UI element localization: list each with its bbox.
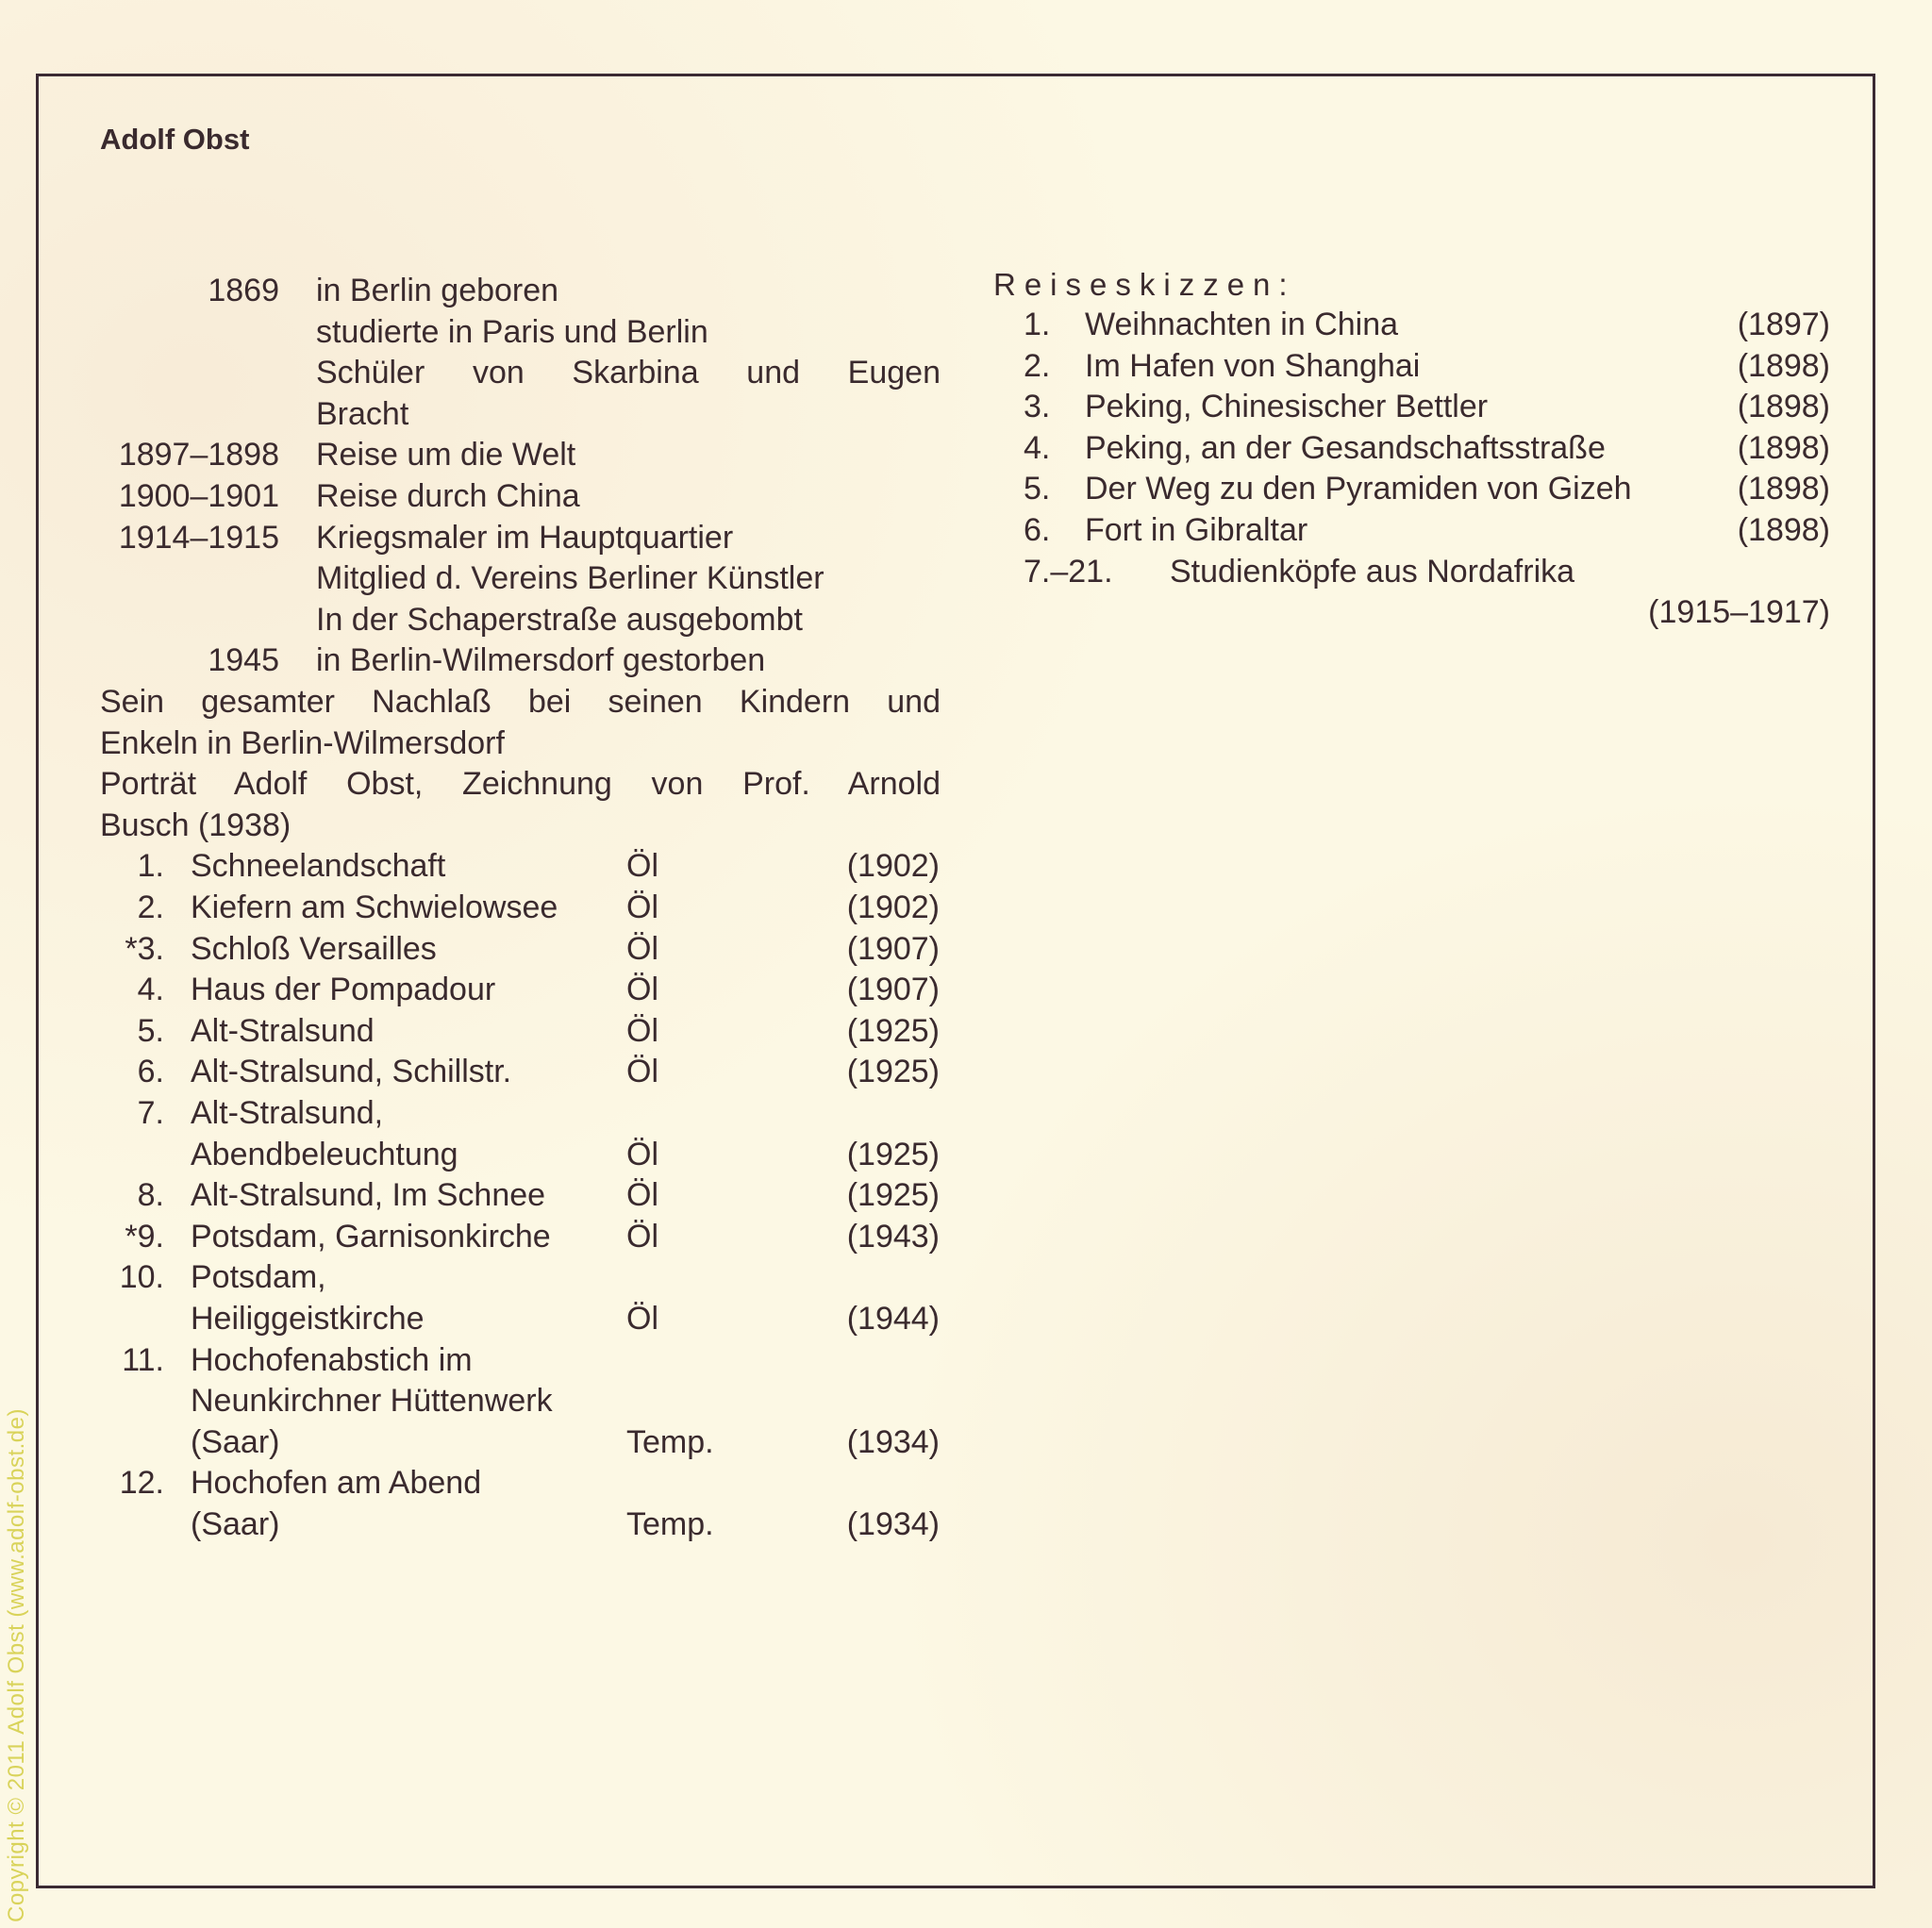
work-medium: Öl: [626, 1136, 658, 1172]
work-year: (1907): [846, 972, 940, 1008]
work-title: Potsdam,: [191, 1259, 326, 1296]
biography-text: studierte in Paris und Berlin: [316, 313, 708, 350]
work-title: Kiefern am Schwielowsee: [191, 889, 558, 925]
work-medium: Temp.: [626, 1506, 714, 1542]
work-number: 10.: [119, 1259, 164, 1296]
biography-text: Reise durch China: [316, 478, 580, 514]
sketch-title: Peking, an der Gesandschaftsstraße: [1085, 429, 1606, 466]
work-title: Alt-Stralsund,: [191, 1095, 384, 1131]
sketch-year: (1897): [1737, 307, 1830, 342]
note-line: Sein gesamter Nachlaß bei seinen Kindern und: [100, 684, 941, 720]
work-year: (1902): [846, 889, 940, 925]
work-year: (1925): [846, 1054, 940, 1090]
work-title: Haus der Pompadour: [191, 972, 496, 1008]
sketch-title: Fort in Gibraltar: [1085, 512, 1308, 548]
biography-text: Bracht: [316, 395, 409, 432]
biography-year: 1900–1901: [118, 478, 279, 514]
work-number: 11.: [122, 1341, 164, 1378]
sketch-number: 6.: [1024, 512, 1051, 548]
work-medium: Öl: [626, 1054, 658, 1090]
sketch-year: (1898): [1737, 512, 1830, 548]
work-year: (1925): [846, 1012, 940, 1049]
sketch-number: 4.: [1024, 429, 1051, 466]
work-title: Hochofen am Abend: [191, 1465, 482, 1502]
work-year: (1925): [846, 1136, 940, 1172]
sketch-number: 7.–21.: [1024, 553, 1113, 590]
work-title: (Saar): [191, 1506, 280, 1542]
biography-text: Schüler von Skarbina und Eugen: [316, 355, 941, 391]
work-medium: Öl: [626, 1012, 658, 1049]
biography-text: Mitglied d. Vereins Berliner Künstler: [316, 560, 824, 597]
work-title: Neunkirchner Hüttenwerk: [191, 1383, 553, 1420]
work-year: (1944): [846, 1301, 940, 1337]
work-number: 12.: [119, 1465, 164, 1502]
work-number: 1.: [137, 848, 164, 885]
biography-text: in Berlin geboren: [316, 273, 559, 308]
note-line: Busch (1938): [100, 806, 291, 843]
sketch-number: 5.: [1024, 471, 1051, 507]
work-year: (1902): [846, 848, 940, 885]
work-number: 2.: [137, 889, 164, 925]
work-number: 7.: [137, 1095, 164, 1131]
sketch-year: (1898): [1737, 471, 1830, 507]
work-medium: Öl: [626, 930, 658, 967]
biography-text: In der Schaperstraße ausgebombt: [316, 601, 803, 638]
work-year: (1943): [846, 1218, 940, 1255]
sketch-title: Peking, Chinesischer Bettler: [1085, 389, 1489, 425]
sketch-number: 1.: [1024, 307, 1051, 342]
sketch-title: Der Weg zu den Pyramiden von Gizeh: [1085, 471, 1632, 507]
work-number: *9.: [125, 1218, 164, 1255]
work-title: Schneelandschaft: [191, 848, 446, 885]
work-number: 4.: [137, 972, 164, 1008]
biography-text: Reise um die Welt: [316, 437, 576, 474]
sketch-title: Im Hafen von Shanghai: [1085, 347, 1421, 384]
work-year: (1934): [846, 1423, 940, 1460]
work-medium: Öl: [626, 848, 658, 885]
sketch-year-range: (1915–1917): [1648, 594, 1830, 631]
work-title: Alt-Stralsund, Schillstr.: [191, 1054, 512, 1090]
work-medium: Temp.: [626, 1423, 714, 1460]
note-line: Enkeln in Berlin-Wilmersdorf: [100, 724, 505, 761]
biography-year: 1869: [208, 273, 279, 308]
work-title: (Saar): [191, 1423, 280, 1460]
work-medium: Öl: [626, 972, 658, 1008]
work-number: 8.: [137, 1177, 164, 1214]
work-number: 6.: [137, 1054, 164, 1090]
sketch-number: 2.: [1024, 347, 1051, 384]
work-year: (1925): [846, 1177, 940, 1214]
page-title: Adolf Obst: [100, 123, 250, 156]
sketch-title: Studienköpfe aus Nordafrika: [1170, 553, 1575, 590]
work-medium: Öl: [626, 1218, 658, 1255]
copyright-watermark: Copyright © 2011 Adolf Obst (www.adolf-obst.de): [4, 1408, 29, 1922]
work-year: (1907): [846, 930, 940, 967]
sketches-heading: Reiseskizzen:: [993, 267, 1296, 302]
work-year: (1934): [846, 1506, 940, 1542]
work-title: Schloß Versailles: [191, 930, 437, 967]
biography-text: Kriegsmaler im Hauptquartier: [316, 519, 734, 556]
work-title: Alt-Stralsund, Im Schnee: [191, 1177, 546, 1214]
biography-year: 1897–1898: [118, 437, 279, 474]
note-line: Porträt Adolf Obst, Zeichnung von Prof. Arnold: [100, 766, 941, 803]
work-title: Alt-Stralsund: [191, 1012, 375, 1049]
work-medium: Öl: [626, 1177, 658, 1214]
work-medium: Öl: [626, 889, 658, 925]
biography-year: 1945: [208, 642, 279, 679]
work-title: Abendbeleuchtung: [191, 1136, 458, 1172]
work-title: Potsdam, Garnisonkirche: [191, 1218, 551, 1255]
biography-year: 1914–1915: [118, 519, 279, 556]
work-number: 5.: [137, 1012, 164, 1049]
work-title: Hochofenabstich im: [191, 1341, 473, 1378]
sketch-number: 3.: [1024, 389, 1051, 425]
sketch-year: (1898): [1737, 429, 1830, 466]
work-medium: Öl: [626, 1301, 658, 1337]
sketch-title: Weihnachten in China: [1085, 307, 1399, 342]
biography-text: in Berlin-Wilmersdorf gestorben: [316, 642, 766, 679]
sketch-year: (1898): [1737, 347, 1830, 384]
work-title: Heiliggeistkirche: [191, 1301, 425, 1337]
work-number: *3.: [125, 930, 164, 967]
sketch-year: (1898): [1737, 389, 1830, 425]
